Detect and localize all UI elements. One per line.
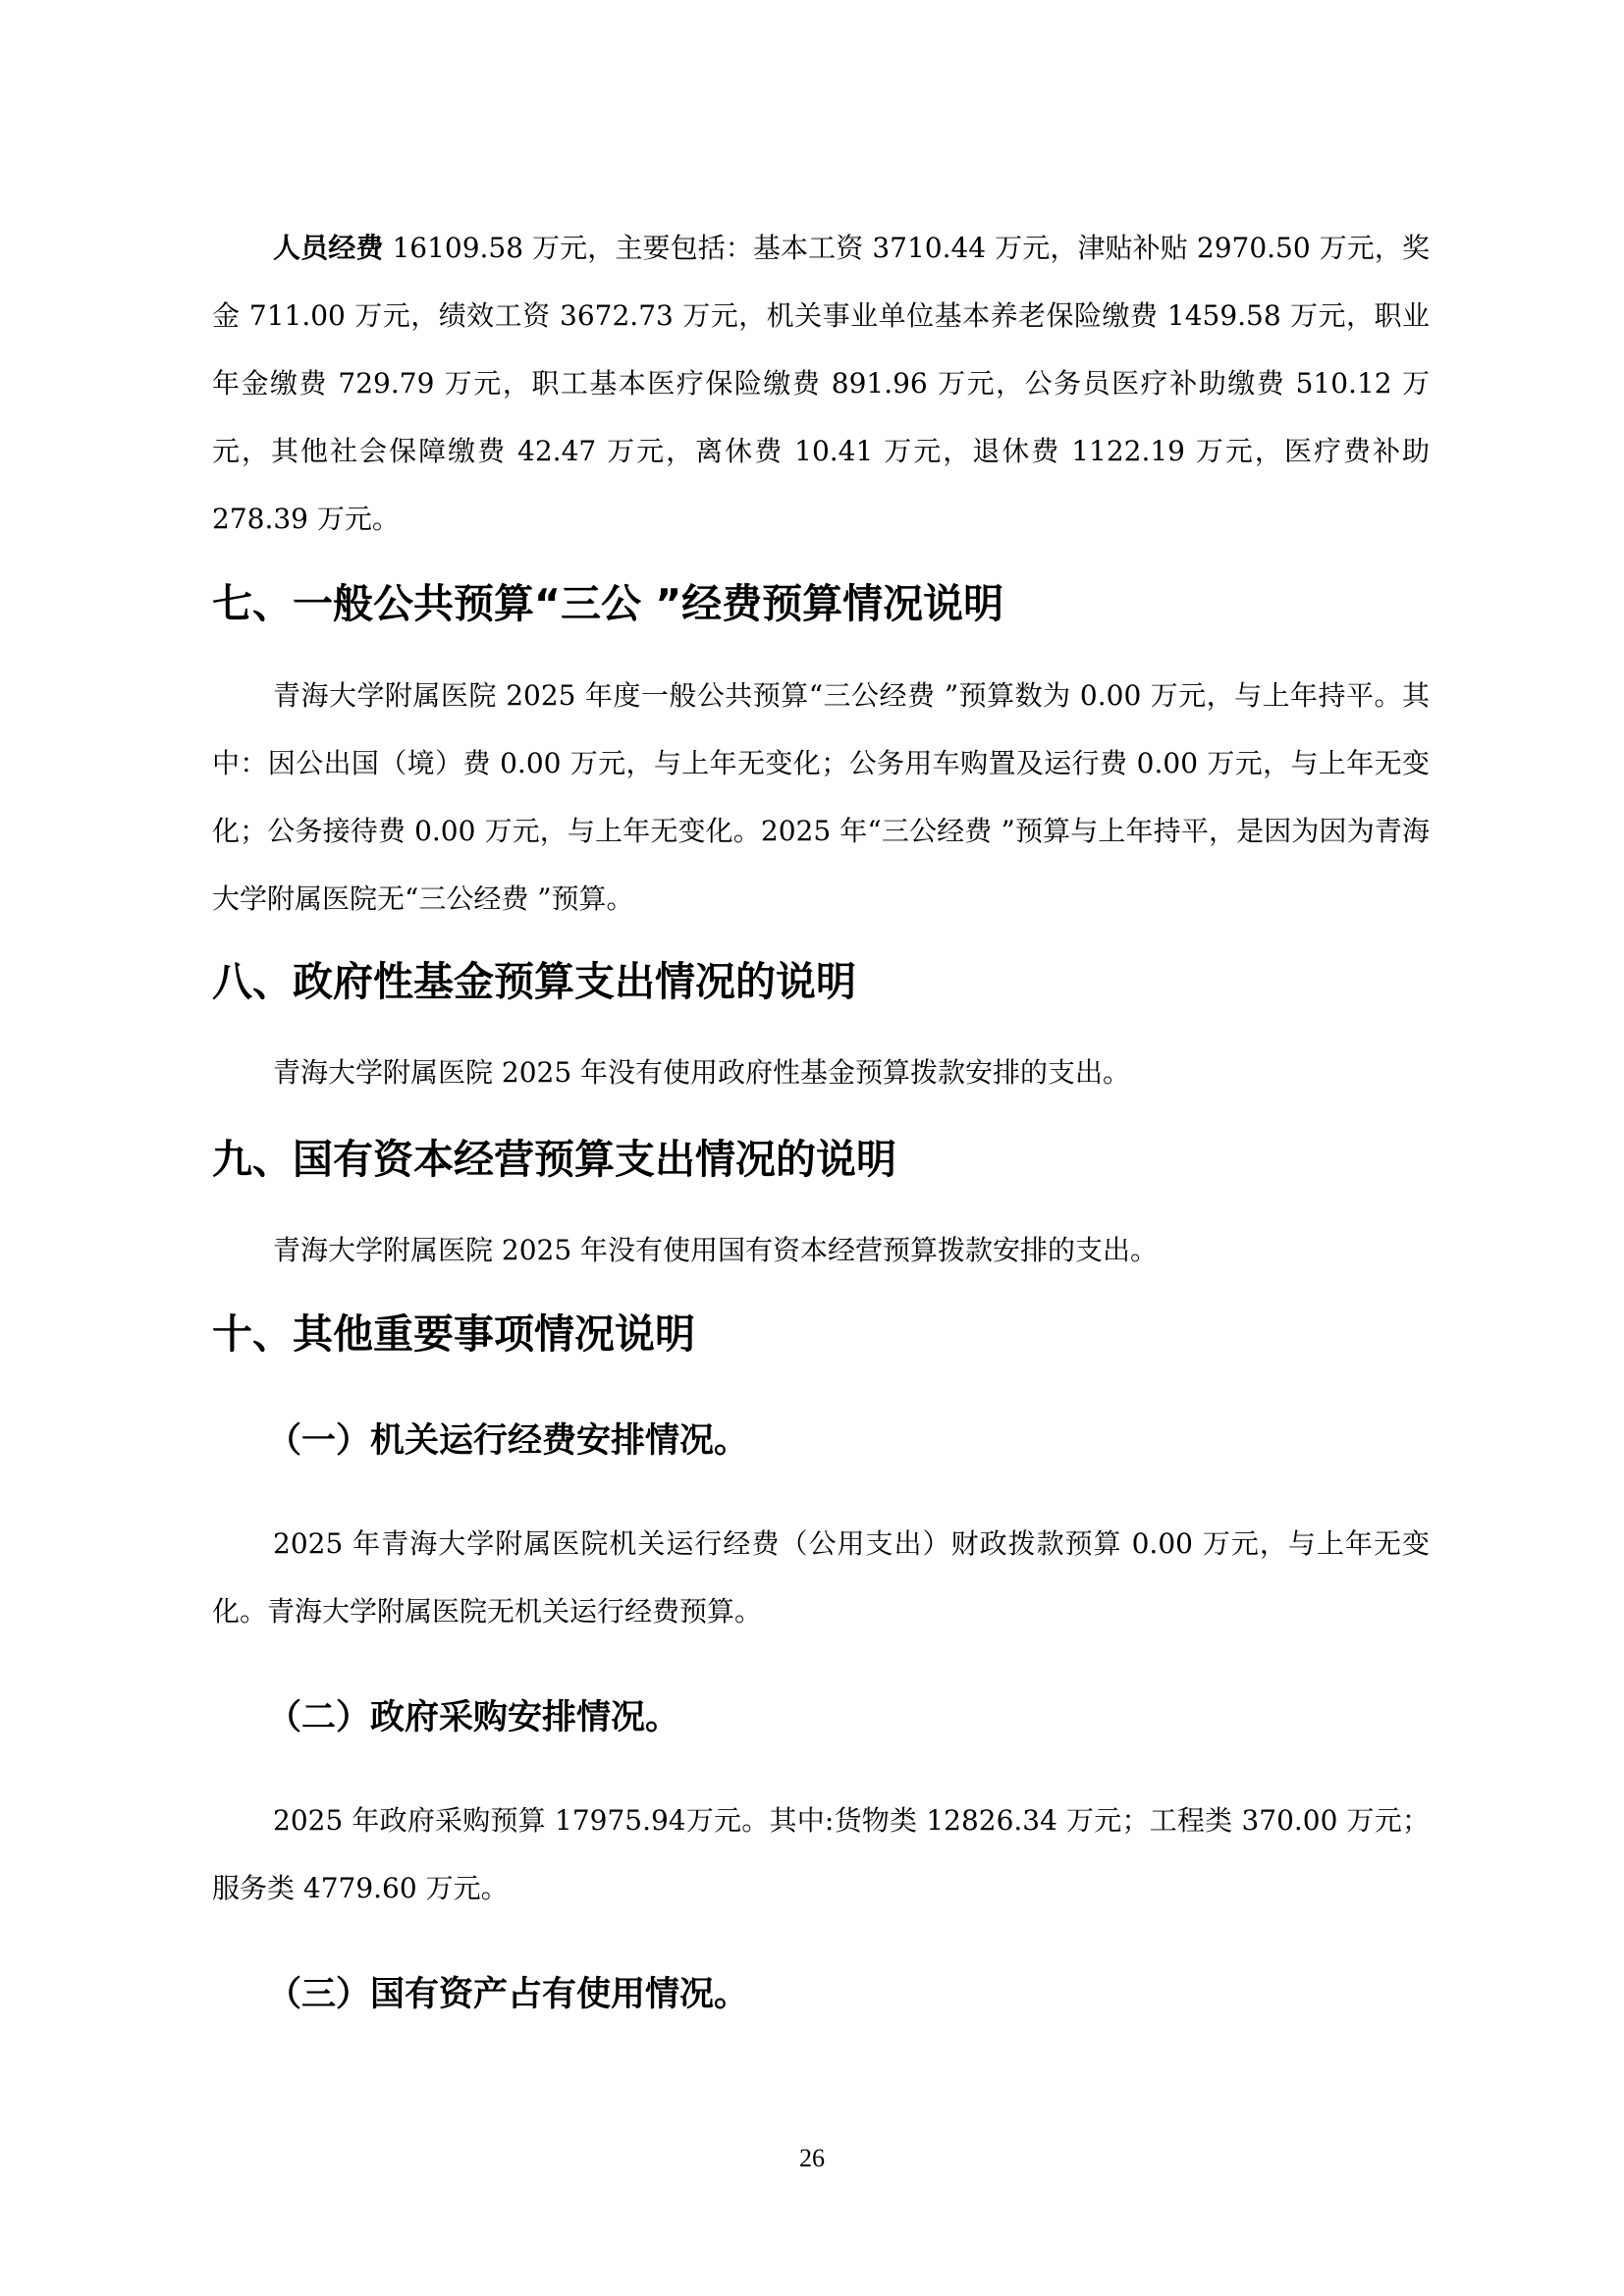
section-7-paragraph: 青海大学附属医院 2025 年度一般公共预算“三公经费 ”预算数为 0.00 万元，与上年持平。其中：因公出国（境）费 0.00 万元，与上年无变化；公务用车购置及运行费 0.00 万元，与上年无变化；公务接待费 0.00 万元，与上年无变化。2025 年“三公经费 ”预算与上年持平，是因为因为青海大学附属医院无“三公经费 ”预算。 — [212, 679, 1430, 915]
section-9-heading: 九、国有资本经营预算支出情况的说明 — [212, 1136, 896, 1183]
page-number: 26 — [799, 2144, 825, 2172]
personnel-expense-label: 人员经费 — [273, 232, 384, 264]
section-8-heading: 八、政府性基金预算支出情况的说明 — [212, 958, 856, 1005]
section-7-heading: 七、一般公共预算“三公 ”经费预算情况说明 — [212, 580, 1004, 627]
personnel-expense-text: 16109.58 万元，主要包括：基本工资 3710.44 万元，津贴补贴 2970.50 万元，奖金 711.00 万元，绩效工资 3672.73 万元，机关事业单位基本养老保险缴费 1459.58 万元，职业年金缴费 729.79 万元，职工基本医疗保险缴费 891.96 万元，公务员医疗补助缴费 510.12 万元，其他社会保障缴费 42.47 万元，离休费 10.41 万元，退休费 1122.19 万元，医疗费补助 278.39 万元。 — [212, 232, 1430, 535]
section-10-heading: 十、其他重要事项情况说明 — [212, 1310, 695, 1358]
section-10-sub-2-paragraph: 2025 年政府采购预算 17975.94万元。其中:货物类 12826.34 万元；工程类 370.00 万元；服务类 4779.60 万元。 — [212, 1804, 1430, 1904]
section-10-sub-1-heading: （一）机关运行经费安排情况。 — [267, 1421, 749, 1461]
section-10-sub-3-heading: （三）国有资产占有使用情况。 — [267, 1975, 749, 2014]
personnel-expense-paragraph — [212, 214, 1430, 553]
section-9-paragraph: 青海大学附属医院 2025 年没有使用国有资本经营预算拨款安排的支出。 — [273, 1234, 1159, 1266]
section-8-paragraph: 青海大学附属医院 2025 年没有使用政府性基金预算拨款安排的支出。 — [273, 1056, 1131, 1089]
section-10-sub-1-paragraph: 2025 年青海大学附属医院机关运行经费（公用支出）财政拨款预算 0.00 万元，与上年无变化。青海大学附属医院无机关运行经费预算。 — [212, 1527, 1430, 1628]
section-10-sub-2-heading: （二）政府采购安排情况。 — [267, 1698, 680, 1737]
